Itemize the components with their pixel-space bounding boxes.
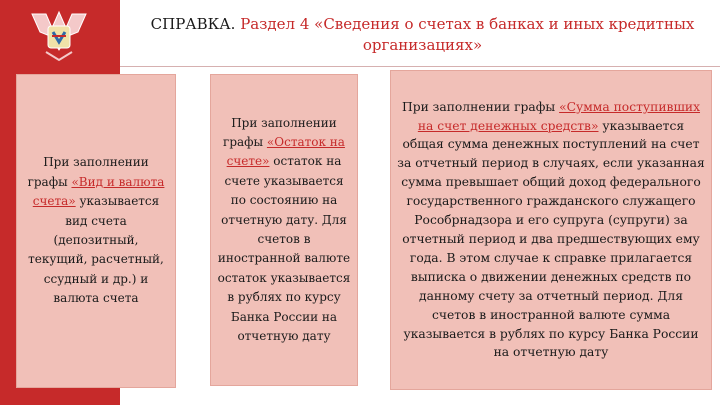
info-card-account-type bbox=[16, 74, 176, 388]
card-text-before: При заполнении графы bbox=[401, 99, 560, 114]
card-text-before: При заполнении графы bbox=[223, 115, 337, 149]
card-text bbox=[217, 114, 351, 347]
rosobrnadzor-emblem-icon bbox=[28, 6, 90, 64]
title-lead: СПРАВКА. bbox=[150, 15, 236, 33]
info-card-balance bbox=[210, 74, 358, 386]
card-field-name: «Сумма поступивших на счет денежных средств» bbox=[417, 99, 701, 133]
title-divider bbox=[120, 66, 720, 67]
card-field-name: «Вид и валюта счета» bbox=[32, 174, 165, 209]
card-text bbox=[397, 98, 705, 363]
card-text-before: При заполнении графы bbox=[27, 155, 149, 189]
card-text-after: остаток на счете указывается по состоянию на отчетную дату. Для счетов в иностранной валюте остаток указывается в рублях по курсу Банка России на отчетную дату bbox=[217, 154, 351, 344]
card-text-after: указывается общая сумма денежных поступлений на счет за отчетный период в случаях, если указанная сумма превышает общий доход федерального государственного гражданского служащего Рособрнадзора и его супруга (супруги) за отчетный период и два предшествующих ему года. В этом случае к справке прилагается выписка о движении денежных средств по данному счету за отчетный период. Для счетов в иностранной валюте сумма указывается в рублях по курсу Банка России на отчетную дату bbox=[397, 118, 705, 360]
title-rest: Раздел 4 «Сведения о счетах в банках и иных кредитных организациях» bbox=[240, 15, 695, 54]
info-card-deposits-sum bbox=[390, 70, 712, 390]
card-text bbox=[23, 153, 169, 308]
card-text-after: указывается вид счета (депозитный, текущий, расчетный, ссудный и др.) и валюта счета bbox=[28, 194, 164, 306]
page-title bbox=[130, 14, 715, 56]
card-field-name: «Остаток на счете» bbox=[226, 134, 345, 169]
